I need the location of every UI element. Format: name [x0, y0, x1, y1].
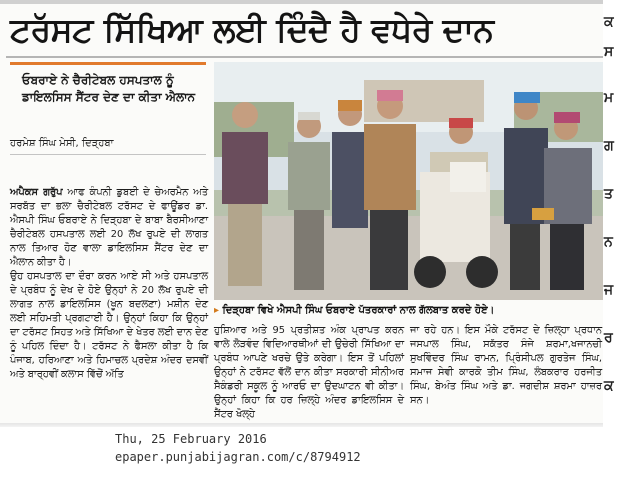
photo-illustration: [214, 62, 603, 300]
strip-glyph: ਕ: [604, 378, 614, 394]
byline: ਹਰਮੇਸ਼ ਸਿੰਘ ਮੇਸੀ, ਦਿੜ੍ਹਬਾ: [10, 138, 114, 149]
strip-glyph: ਜ: [604, 282, 614, 298]
strip-glyph: ਗ: [604, 138, 614, 154]
article-column-3: [410, 324, 602, 408]
strip-glyph: ਮ: [604, 90, 614, 106]
news-photo: [214, 62, 603, 300]
headline: ਟਰੱਸਟ ਸਿੱਖਿਆ ਲਈ ਦਿੰਦੈ ਹੈ ਵਧੇਰੇ ਦਾਨ: [10, 10, 494, 49]
photo-caption: [214, 303, 603, 320]
lead-words: ਅਪੈਕਸ ਗਰੁੱਪ: [10, 187, 63, 198]
source-url[interactable]: epaper.punjabijagran.com/c/8794912: [115, 450, 361, 464]
paragraph-1: ਆਫ ਕੰਪਨੀ ਡੁਬਈ ਦੇ ਚੇਅਰਮੈਨ ਅਤੇ ਸਰਬੱਤ ਦਾ ਭਲਾ ਚੈਰੀਟੇਬਲ ਟਰੱਸਟ ਦੇ ਫਾਊਂਡਰ ਡਾ. ਐਸਪੀ ਸਿੰਘ ਓਬਰਾਏ ਨੇ ਦਿੜ੍ਹਬਾ ਦੇ ਬਾਬਾ ਬੈਰਸੀਆਣਾ ਚੈਰੀਟੇਬਲ ਹਸਪਤਾਲ ਲਈ 20 ਲੱਖ ਰੁਪਏ ਦੀ ਲਾਗਤ ਨਾਲ ਤਿਆਰ ਹੋਣ ਵਾਲਾ ਡਾਇਲਸਿਸ ਸੈਂਟਰ ਦੇਣ ਦਾ ਐਲਾਨ ਕੀਤਾ ਹੈ।: [10, 187, 209, 268]
paragraph-2: ਉਹ ਹਸਪਤਾਲ ਦਾ ਦੌਰਾ ਕਰਨ ਆਏ ਸੀ ਅਤੇ ਹਸਪਤਾਲ ਦੇ ਪ੍ਰਬੰਧ ਨੂੰ ਦੇਖ ਦੇ ਹੋਏ ਉਨ੍ਹਾਂ ਨੇ 20 ਲੱਖ ਰੁਪਏ ਦੀ ਲਾਗਤ ਨਾਲ ਡਾਇਲਸਿਸ (ਖੂਨ ਬਦਲਣਾ) ਮਸ਼ੀਨ ਦੇਣ ਲਈ ਸਹਿਮਤੀ ਪ੍ਰਗਟਾਈ ਹੈ। ਉਨ੍ਹਾਂ ਕਿਹਾ ਕਿ ਉਨ੍ਹਾਂ ਦਾ ਟਰੱਸਟ ਸਿਹਤ ਅਤੇ ਸਿੱਖਿਆ ਦੇ ਖੇਤਰ ਲਈ ਦਾਨ ਦੇਣ ਨੂੰ ਪਹਿਲ ਦਿੰਦਾ ਹੈ। ਟਰੱਸਟ ਨੇ ਫੈਸਲਾ ਕੀਤਾ ਹੈ ਕਿ ਪੰਜਾਬ, ਹਰਿਆਣਾ ਅਤੇ ਹਿਮਾਚਲ ਪ੍ਰਦੇਸ਼ ਅੰਦਰ ਦਸਵੀਂ ਅਤੇ ਬਾਰ੍ਹਵੀਂ ਕਲਾਸ ਵਿੱਚੋਂ ਅੱਤਿ: [10, 271, 208, 380]
strip-glyph: ਕ: [604, 14, 614, 30]
strip-glyph: ਨ: [604, 234, 613, 250]
adjacent-article-strip: [603, 0, 618, 427]
epaper-footer: [115, 430, 495, 466]
strip-glyph: ਰ: [604, 330, 613, 346]
paragraph-4: ਜਾ ਰਹੇ ਹਨ। ਇਸ ਮੌਕੇ ਟਰੱਸਟ ਦੇ ਜ਼ਿਲ੍ਹਾ ਪ੍ਰਧਾਨ ਜਸਪਾਲ ਸਿੰਘ, ਸਕੱਤਰ ਸੰਜੇ ਸ਼ਰਮਾ,ਖਜਾਨਚੀ ਸੁਖਵਿੰਦਰ ਸਿੰਘ ਰਾਮਨ, ਪ੍ਰਿੰਸੀਪਲ ਗੁਰਤੇਜ ਸਿੰਘ, ਸਮਾਜ ਸੇਵੀ ਕਾਰਕੋ ਤੀਮ ਸਿੰਘ, ਲੰਬਕਰਾਰ ਹਰਜੀਤ ਸਿੰਘ, ਬੇਅੰਤ ਸਿੰਘ ਅਤੇ ਡਾ. ਜਗਦੀਸ਼ ਸ਼ਰਮਾ ਹਾਜ਼ਰ ਸਨ।: [410, 325, 602, 406]
page-fold: [0, 423, 603, 427]
publication-date: Thu, 25 February 2016: [115, 432, 267, 446]
caption-marker-icon: ▸: [214, 305, 223, 316]
strip-glyph: ਤ: [604, 186, 613, 202]
paragraph-3: ਹੁਸ਼ਿਆਰ ਅਤੇ 95 ਪ੍ਰਤੀਸ਼ਤ ਅੰਕ ਪ੍ਰਾਪਤ ਕਰਨ ਵਾਲੇ ਲੋੜਵੰਦ ਵਿਦਿਆਰਥੀਆਂ ਦੀ ਉਚੇਰੀ ਸਿੱਖਿਆ ਦਾ ਪ੍ਰਬੰਧ ਆਪਣੇ ਖਰਚੇ ਉਤੇ ਕਰੇਗਾ। ਇਸ ਤੋਂ ਪਹਿਲਾਂ ਉਨ੍ਹਾਂ ਨੇ ਟਰੱਸਟ ਵੱਲੋਂ ਦਾਨ ਕੀਤਾ ਸਰਕਾਰੀ ਸੀਨੀਅਰ ਸੈਕੰਡਰੀ ਸਕੂਲ ਨੂੰ ਆਰਓ ਦਾ ਉਦਘਾਟਨ ਵੀ ਕੀਤਾ। ਉਨ੍ਹਾਂ ਕਿਹਾ ਕਿ ਹਰ ਜ਼ਿਲ੍ਹੇ ਅੰਦਰ ਡਾਇਲਸਿਸ ਦੇ ਸੈਂਟਰ ਖੋਲ੍ਹੇ: [214, 325, 404, 420]
headline-divider: [6, 56, 603, 58]
top-rule: [0, 0, 603, 4]
byline-divider: [10, 154, 206, 155]
article-column-1: [10, 186, 208, 382]
subheadline: ਓਬਰਾਏ ਨੇ ਚੈਰੀਟੇਬਲ ਹਸਪਤਾਲ ਨੂੰ ਡਾਇਲਸਿਸ ਸੈਂਟਰ ਦੇਣ ਦਾ ਕੀਤਾ ਐਲਾਨ: [22, 73, 196, 104]
strip-glyph: ਸ: [604, 44, 614, 60]
article-column-2: [214, 324, 404, 422]
caption-text: ਦਿੜ੍ਹਬਾ ਵਿਖੇ ਐਸਪੀ ਸਿੰਘ ਓਬਰਾਏ ਪੱਤਰਕਾਰਾਂ ਨਾਲ ਗੱਲਬਾਤ ਕਰਦੇ ਹੋਏ।: [222, 305, 495, 316]
